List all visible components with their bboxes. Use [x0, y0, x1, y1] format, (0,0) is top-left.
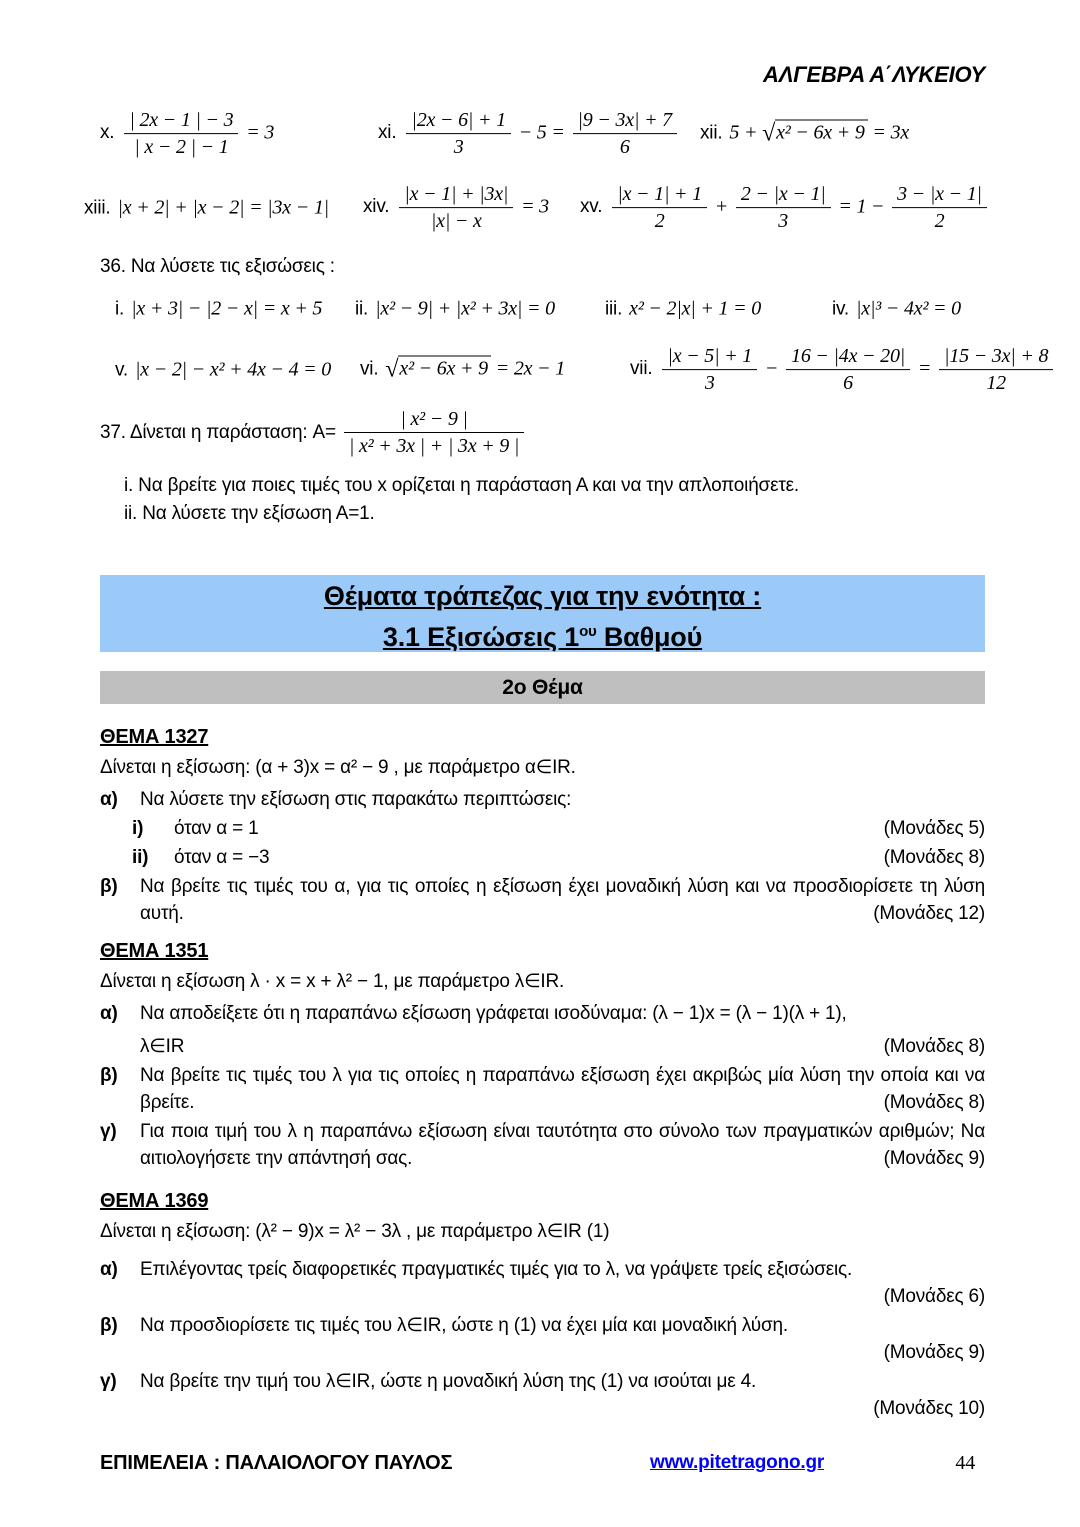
thema-1369-item-a	[100, 1256, 985, 1310]
fraction-denominator: | x² + 3x | + | 3x + 9 |	[344, 432, 524, 457]
equation-body: |x + 3| − |2 − x| = x + 5	[131, 297, 323, 320]
equation-xi-label: xi.	[378, 122, 397, 144]
thema-1327-item-a-i	[100, 815, 985, 842]
fraction-numerator: |x − 5| + 1	[667, 345, 753, 368]
fraction-numerator: |x − 1| + 1	[617, 183, 702, 206]
thema-1369-item-c	[100, 1368, 985, 1422]
equation-xiv-label: xiv.	[363, 196, 390, 218]
equation-x	[100, 109, 274, 159]
equals-sign: =	[917, 357, 932, 380]
equation-body: x² − 2|x| + 1 = 0	[629, 297, 761, 320]
fraction	[406, 109, 510, 159]
thema-1369-item-b	[100, 1312, 985, 1366]
fraction	[124, 109, 238, 159]
equation-36-i	[115, 298, 322, 321]
fraction-denominator: 6	[573, 134, 677, 159]
banner-ordinal-superscript: ου	[579, 623, 597, 640]
website-link[interactable]: www.pitetragono.gr	[650, 1452, 825, 1473]
equation-xiii-body: |x + 2| + |x − 2| = |3x − 1|	[117, 196, 329, 219]
equation-xiii-label: xiii.	[84, 197, 111, 219]
item-label: β)	[100, 876, 118, 897]
radical-sign: √	[385, 356, 399, 383]
thema-1351-item-b	[100, 1062, 985, 1116]
equation-xii-label: xii.	[700, 122, 723, 144]
points-badge: (Μονάδες 8)	[883, 847, 985, 868]
banner-line2-text: 3.1 Εξισώσεις 1	[382, 622, 580, 652]
thema-1327	[100, 726, 985, 929]
item-text: Να βρείτε την τιμή του λ∈IR, ώστε η μοναδική λύση της (1) να ισούται με 4.	[140, 1371, 757, 1392]
item-label: α)	[100, 1259, 118, 1280]
item-label: γ)	[100, 1121, 117, 1142]
fraction-denominator: 2	[612, 208, 707, 233]
points-badge: (Μονάδες 8)	[883, 1092, 985, 1113]
fraction	[892, 183, 987, 233]
points-badge: (Μονάδες 9)	[883, 1342, 985, 1363]
item-text: Επιλέγοντας τρείς διαφορετικές πραγματικές τιμές για το λ, να γράψετε τρείς εξισώσεις.	[140, 1259, 853, 1280]
equation-36-ii	[355, 298, 555, 321]
thema-1351-heading: ΘΕΜΑ 1351	[100, 940, 209, 962]
section-banner	[100, 575, 985, 652]
item-body	[140, 1312, 985, 1366]
exercise-37-question-ii: ii. Να λύσετε την εξίσωση Α=1.	[124, 502, 375, 524]
item-body	[140, 1062, 985, 1116]
fraction	[344, 408, 524, 458]
item-label: ii)	[132, 847, 149, 868]
item-label: α)	[100, 1003, 118, 1024]
item-text: Να βρείτε τις τιμές του α, για τις οποίες η εξίσωση έχει μοναδική λύση και να προσδιορίσετε τη λύση αυτή.	[140, 876, 985, 924]
equations-row-2	[0, 172, 1080, 244]
points-badge: (Μονάδες 10)	[873, 1398, 985, 1419]
item-label: iv.	[832, 298, 849, 320]
banner-line-1: Θέματα τράπεζας για την ενότητα :	[323, 581, 762, 611]
course-title: ΑΛΓΕΒΡΑ Α΄ΛΥΚΕΙΟΥ	[763, 62, 985, 87]
equation-body: |x|³ − 4x² = 0	[856, 297, 961, 320]
equation-xiv-rhs: = 3	[521, 195, 549, 218]
square-root	[762, 120, 868, 147]
equation-x-label: x.	[100, 122, 115, 144]
thema-1327-intro: Δίνεται η εξίσωση: (α + 3)x = α² − 9 , με παράμετρο α∈IR.	[100, 757, 576, 778]
exercise-37-intro: 37. Δίνεται η παράσταση: A=	[100, 421, 336, 443]
fraction-denominator: 3	[662, 370, 757, 395]
exercise-36-title: 36. Να λύσετε τις εξισώσεις :	[100, 256, 335, 277]
item-label: i)	[132, 818, 144, 839]
item-label: α)	[100, 789, 118, 810]
thema-1351-item-a	[100, 1000, 985, 1060]
item-label: β)	[100, 1315, 118, 1336]
equation-x-rhs: = 3	[246, 121, 275, 144]
equation-body: |x² − 9| + |x² + 3x| = 0	[375, 297, 555, 320]
equation-xi	[378, 109, 680, 159]
fraction-numerator: |x − 1| + |3x|	[404, 183, 509, 206]
item-body	[140, 1368, 985, 1422]
item-body	[140, 1000, 985, 1060]
page-footer	[100, 1452, 985, 1482]
item-text: Να βρείτε τις τιμές του λ για τις οποίες η παραπάνω εξίσωση έχει ακριβώς μία λύση την οποία και να βρείτε.	[140, 1065, 985, 1113]
equation-36-vii	[630, 345, 1056, 395]
item-body	[174, 815, 985, 842]
item-text: όταν α = −3	[174, 847, 270, 868]
item-label: vi.	[360, 358, 379, 380]
equation-xii-pre: 5 +	[729, 121, 758, 144]
item-continuation	[140, 1033, 985, 1060]
fraction-denominator: |x| − x	[399, 208, 513, 233]
thema-1351-intro: Δίνεται η εξίσωση λ · x = x + λ² − 1, με παράμετρο λ∈IR.	[100, 971, 565, 992]
fraction-numerator: 2 − |x − 1|	[740, 183, 826, 206]
thema-1327-item-b	[100, 873, 985, 927]
radicand: x² − 6x + 9	[775, 120, 868, 144]
fraction	[786, 345, 910, 395]
thema-1369	[100, 1190, 985, 1424]
fraction-denominator: 3	[406, 134, 510, 159]
fraction-numerator: 3 − |x − 1|	[897, 183, 982, 206]
thema-1327-heading: ΘΕΜΑ 1327	[100, 726, 209, 748]
item-label: iii.	[605, 298, 623, 320]
item-label: γ)	[100, 1371, 117, 1392]
item-body	[174, 844, 985, 871]
banner-line2-rest: Βαθμού	[596, 622, 703, 652]
editor-credit: ΕΠΙΜΕΛΕΙΑ : ΠΑΛΑΙΟΛΟΓΟΥ ΠΑΥΛΟΣ	[100, 1452, 453, 1474]
item-text: όταν α = 1	[174, 818, 259, 839]
equation-xv-label: xv.	[580, 196, 603, 218]
page-number: 44	[955, 1452, 975, 1474]
item-text-continued: λ∈IR	[140, 1036, 185, 1057]
fraction	[573, 109, 677, 159]
fraction-denominator: 12	[939, 370, 1053, 395]
fraction	[662, 345, 757, 395]
thema-1369-intro: Δίνεται η εξίσωση: (λ² − 9)x = λ² − 3λ , με παράμετρο λ∈IR (1)	[100, 1221, 610, 1242]
item-label: ii.	[355, 298, 369, 320]
points-badge: (Μονάδες 8)	[883, 1036, 985, 1057]
points-badge: (Μονάδες 6)	[883, 1286, 985, 1307]
fraction-numerator: | x² − 9 |	[400, 408, 468, 430]
equation-xiv	[363, 183, 549, 233]
thema-1351-item-c	[100, 1118, 985, 1172]
radicand: x² − 6x + 9	[398, 356, 491, 380]
fraction	[612, 183, 707, 233]
item-label: β)	[100, 1065, 118, 1086]
fraction-denominator: 2	[892, 208, 987, 233]
fraction-numerator: | 2x − 1 | − 3	[129, 109, 234, 132]
plus-operator: +	[714, 195, 729, 218]
item-body	[140, 873, 985, 927]
equation-36-vi	[360, 357, 565, 384]
fraction-numerator: |2x − 6| + 1	[411, 109, 506, 132]
points-badge: (Μονάδες 5)	[883, 818, 985, 839]
equation-body: |x − 2| − x² + 4x − 4 = 0	[134, 358, 332, 381]
thema-1351	[100, 940, 985, 1174]
thema-1327-item-a	[100, 786, 985, 813]
exercise-36-row-2	[100, 332, 1049, 408]
item-text: Να αποδείξετε ότι η παραπάνω εξίσωση γράφεται ισοδύναμα: (λ − 1)x = (λ − 1)(λ + 1),	[140, 1003, 847, 1024]
subject-bar-label: 2ο Θέμα	[502, 676, 583, 699]
item-text: Για ποια τιμή του λ η παραπάνω εξίσωση είναι ταυτότητα στο σύνολο των πραγματικών αριθμών; Να αιτιολογήσετε την απάντησή σας.	[140, 1121, 985, 1169]
fraction	[736, 183, 831, 233]
thema-1369-heading: ΘΕΜΑ 1369	[100, 1190, 209, 1212]
fraction-numerator: |15 − 3x| + 8	[944, 345, 1049, 368]
fraction-numerator: 16 − |4x − 20|	[791, 345, 906, 368]
exercise-37-statement	[100, 408, 985, 458]
exercise-37-question-i: i. Να βρείτε για ποιες τιμές του x ορίζεται η παράσταση Α και να την απλοποιήσετε.	[124, 474, 800, 496]
equation-36-v	[115, 359, 331, 382]
exercise-37-questions	[100, 472, 985, 528]
exercise-37	[100, 408, 985, 528]
item-body	[140, 1118, 985, 1172]
square-root	[385, 356, 491, 383]
points-badge: (Μονάδες 12)	[873, 903, 985, 924]
points-badge: (Μονάδες 9)	[883, 1148, 985, 1169]
equation-xv-middle: = 1 −	[838, 195, 885, 218]
fraction-numerator: |9 − 3x| + 7	[577, 109, 672, 132]
equation-xi-middle: − 5 =	[518, 121, 565, 144]
equation-xiii	[84, 197, 329, 220]
equation-post: = 2x − 1	[495, 357, 566, 380]
equation-36-iii	[605, 298, 761, 321]
equation-36-iv	[832, 298, 961, 321]
item-text: Να λύσετε την εξίσωση στις παρακάτω περιπτώσεις:	[140, 789, 572, 810]
fraction	[939, 345, 1053, 395]
fraction	[399, 183, 513, 233]
item-label: i.	[115, 298, 125, 320]
fraction-denominator: | x − 2 | − 1	[124, 134, 238, 159]
fraction-denominator: 3	[736, 208, 831, 233]
thema-1327-item-a-ii	[100, 844, 985, 871]
radical-sign: √	[762, 120, 776, 147]
page-header	[763, 62, 985, 88]
equation-xii	[700, 121, 909, 148]
minus-operator: −	[764, 357, 779, 380]
exercise-36-row-1	[100, 286, 985, 332]
item-label: vii.	[630, 358, 653, 380]
item-label: v.	[115, 359, 128, 381]
banner-line-2	[100, 614, 985, 655]
item-text: Να προσδιορίσετε τις τιμές του λ∈IR, ώστε η (1) να έχει μία και μοναδική λύση.	[140, 1315, 788, 1336]
item-body	[140, 1256, 985, 1310]
fraction-denominator: 6	[786, 370, 910, 395]
equation-xii-post: = 3x	[872, 121, 910, 144]
subject-bar	[100, 671, 985, 704]
equation-xv	[580, 183, 990, 233]
equations-row-1	[0, 97, 1080, 171]
exercise-36	[100, 256, 1049, 408]
